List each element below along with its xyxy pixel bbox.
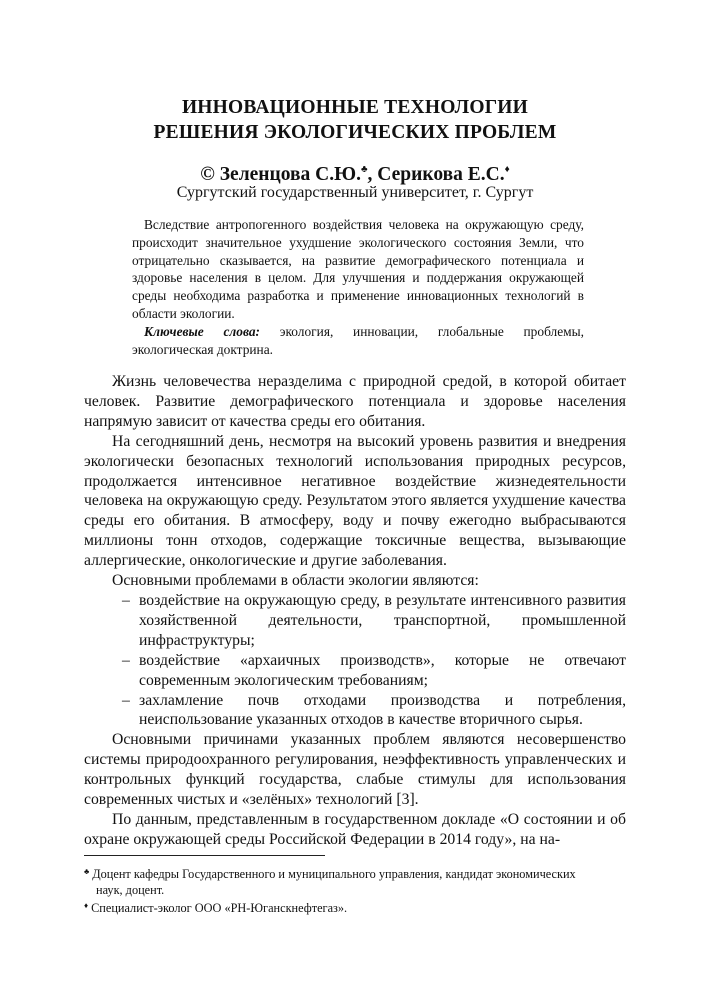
paragraph-1: Жизнь человечества неразделима с природной средой, в которой обитает человек. Развитие демографического потенциала и здоровье населения напрямую зависит от качества среды его обитания. bbox=[84, 373, 626, 430]
title-line-2: РЕШЕНИЯ ЭКОЛОГИЧЕСКИХ ПРОБЛЕМ bbox=[153, 122, 557, 143]
affiliation: Сургутский государственный университет, г. Сургут bbox=[176, 184, 534, 201]
keywords bbox=[132, 323, 584, 359]
paragraph-3: Основными проблемами в области экологии являются: bbox=[112, 572, 479, 590]
list-item-text: воздействие на окружающую среду, в результате интенсивного развития хозяйственной деятельности, транспортной, промышленной инфраструктуры; bbox=[139, 591, 626, 649]
footnote-1-mark: ♣ bbox=[84, 867, 90, 876]
abstract-text: Вследствие антропогенного воздействия человека на окружающую среду, происходит значительное ухудшение экологического состояния Земли, что отрицательно сказывается, на развитие демографического потенциала и здоровье населения в целом. Для улучшения и поддержания окружающей среды необходима разработка и применение инновационных технологий в области экологии. bbox=[132, 217, 584, 321]
copyright-sign: © bbox=[200, 164, 215, 185]
list-item-text: воздействие «архаичных производств», которые не отвечают современным экологическим требованиям; bbox=[139, 651, 626, 689]
list-item bbox=[84, 691, 626, 731]
footnotes bbox=[84, 864, 626, 916]
list-item bbox=[84, 651, 626, 691]
footnote-1 bbox=[84, 864, 626, 882]
footnote-2 bbox=[84, 898, 626, 916]
footnote-2-mark: ♦ bbox=[84, 901, 89, 910]
footnote-1-continuation: наук, доцент. bbox=[96, 883, 165, 897]
author-2-name: Серикова Е.С. bbox=[377, 164, 505, 185]
footnote-2-text: Специалист-эколог ООО «РН-Юганскнефтегаз». bbox=[91, 901, 348, 915]
author-separator: , bbox=[367, 164, 373, 185]
list-dash: – bbox=[122, 591, 130, 609]
list-dash: – bbox=[122, 651, 130, 669]
paragraph-2: На сегодняшний день, несмотря на высокий уровень развития и внедрения экологически безопасных технологий использования природных ресурсов, продолжается интенсивное негативное воздействие жизнедеятельности человека на окружающую среду. Результатом этого является ухудшение качества среды его обитания. В атмосферу, воду и почву ежегодно выбрасываются миллионы тонн отходов, содержащие токсичные вещества, вызывающие аллергические, онкологические и другие заболевания. bbox=[84, 432, 626, 570]
paragraph-4: Основными причинами указанных проблем являются несовершенство системы природоохранного регулирования, неэффективность управленческих и контрольных функций государства, слабые стимулы для использования современных чистых и «зелёных» технологий [3]. bbox=[84, 731, 626, 809]
footnote-1-text: Доцент кафедры Государственного и муниципального управления, кандидат экономических bbox=[92, 867, 576, 881]
author-1-name: Зеленцова С.Ю. bbox=[219, 164, 361, 185]
paper-title bbox=[84, 95, 626, 145]
author-2-footnote-mark: ♦ bbox=[504, 164, 510, 175]
author-1-footnote-mark: ♣ bbox=[360, 164, 368, 175]
keywords-text: экология, инновации, глобальные проблемы, экологическая доктрина. bbox=[132, 323, 584, 357]
list-item bbox=[84, 591, 626, 651]
abstract bbox=[132, 216, 584, 358]
title-line-1: ИННОВАЦИОННЫЕ ТЕХНОЛОГИИ bbox=[181, 97, 529, 118]
footnote-separator bbox=[84, 855, 325, 856]
paragraph-5: По данным, представленным в государственном докладе «О состоянии и об охране окружающей среды Российской Федерации в 2014 году», на на- bbox=[84, 810, 626, 848]
list-item-text: захламление почв отходами производства и потребления, неиспользование указанных отходов в качестве вторичного сырья. bbox=[139, 691, 626, 729]
keywords-label: Ключевые слова: bbox=[144, 323, 260, 339]
problems-list bbox=[84, 591, 626, 730]
list-dash: – bbox=[122, 691, 130, 709]
body-text bbox=[84, 372, 626, 850]
